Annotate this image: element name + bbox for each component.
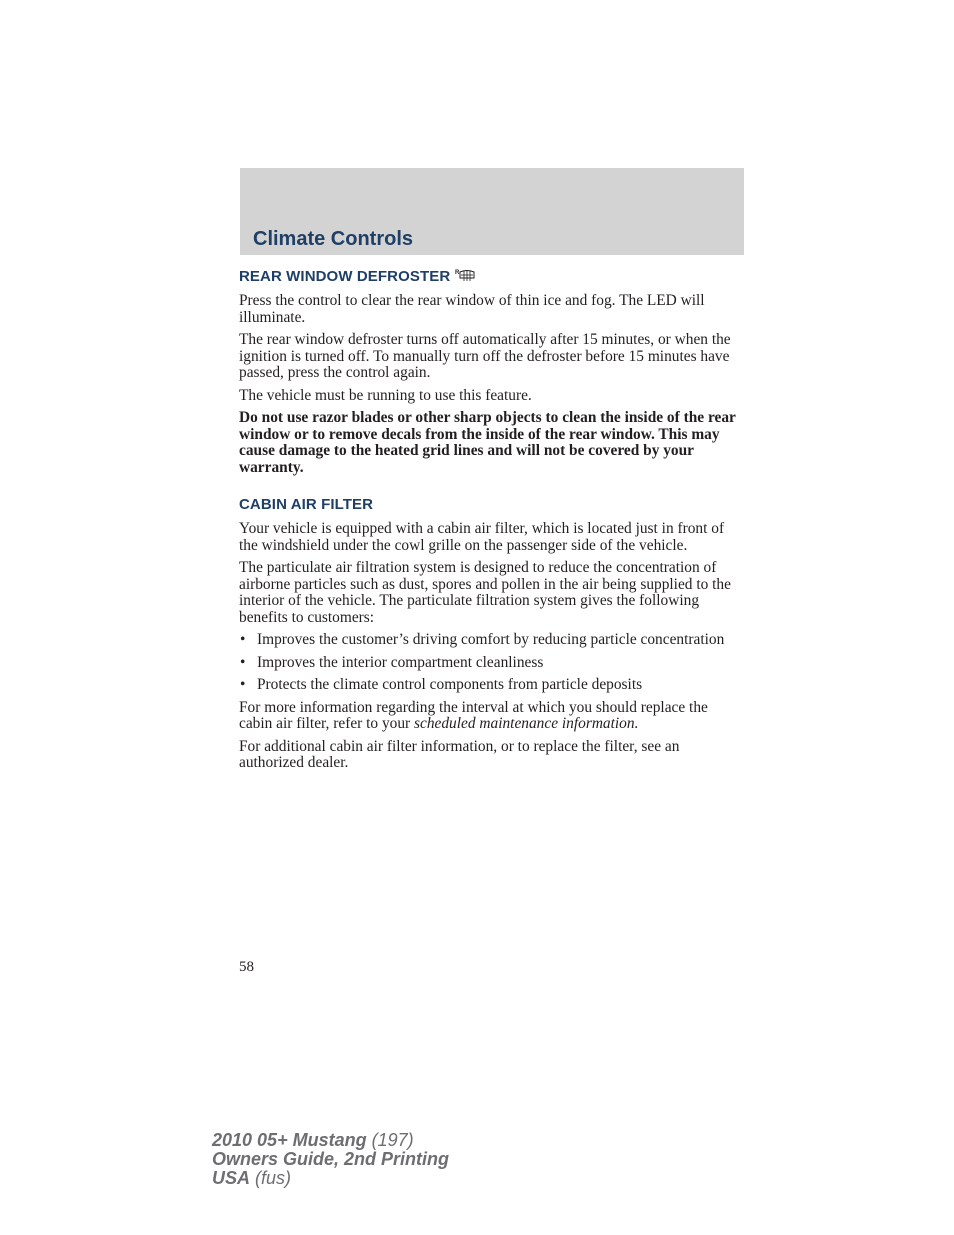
footer-line-2: Owners Guide, 2nd Printing <box>212 1149 450 1169</box>
maintenance-reference: scheduled maintenance information. <box>414 715 639 732</box>
chapter-title: Climate Controls <box>253 228 414 250</box>
defroster-paragraph-3: The vehicle must be running to use this feature. <box>239 386 532 404</box>
defroster-paragraph-1: Press the control to clear the rear window of thin ice and fog. The LED will illuminate. <box>239 292 705 326</box>
footer-line-1: 2010 05+ Mustang (197) <box>212 1130 414 1150</box>
maintenance-text: For more information regarding the interval at which you should replace the cabin air filter, refer to your <box>239 698 708 732</box>
footer-imprint <box>212 1131 449 1188</box>
svg-text:R: R <box>455 269 460 276</box>
filter-paragraph-2: The particulate air filtration system is designed to reduce the concentration of airborne particles such as dust, spores and pollen in the air being supplied to the interior of the vehicle. The particulate filtration system gives the following benefits to customers: <box>239 559 731 626</box>
page-content <box>239 268 744 778</box>
page-number: 58 <box>239 959 254 975</box>
rear-defrost-icon <box>455 268 475 282</box>
list-item: • Improves the customer’s driving comfort by reducing particle concentration <box>239 632 744 649</box>
filter-paragraph-1: Your vehicle is equipped with a cabin air filter, which is located just in front of the windshield under the cowl grille on the passenger side of the vehicle. <box>239 520 725 554</box>
header-band <box>240 168 744 255</box>
list-item: • Improves the interior compartment cleanliness <box>239 655 744 672</box>
defroster-paragraph-2: The rear window defroster turns off automatically after 15 minutes, or when the ignition is turned off. To manually turn off the defroster before 15 minutes have passed, press the control again. <box>239 331 731 381</box>
section-heading-text: REAR WINDOW DEFROSTER <box>239 268 451 285</box>
defroster-warning: Do not use razor blades or other sharp objects to clean the inside of the rear window or to remove decals from the inside of the rear window. This may cause damage to the heated grid lines and will not be covered by your warranty. <box>239 409 736 476</box>
list-item: • Protects the climate control components from particle deposits <box>239 677 744 694</box>
section-heading-rear-window-defroster <box>239 268 744 285</box>
filter-paragraph-3 <box>239 700 744 733</box>
footer-line-3: USA (fus) <box>212 1168 292 1188</box>
benefits-list <box>239 632 744 694</box>
section-heading-cabin-air-filter: CABIN AIR FILTER <box>239 496 374 513</box>
filter-paragraph-4: For additional cabin air filter information, or to replace the filter, see an authorized dealer. <box>239 737 680 771</box>
